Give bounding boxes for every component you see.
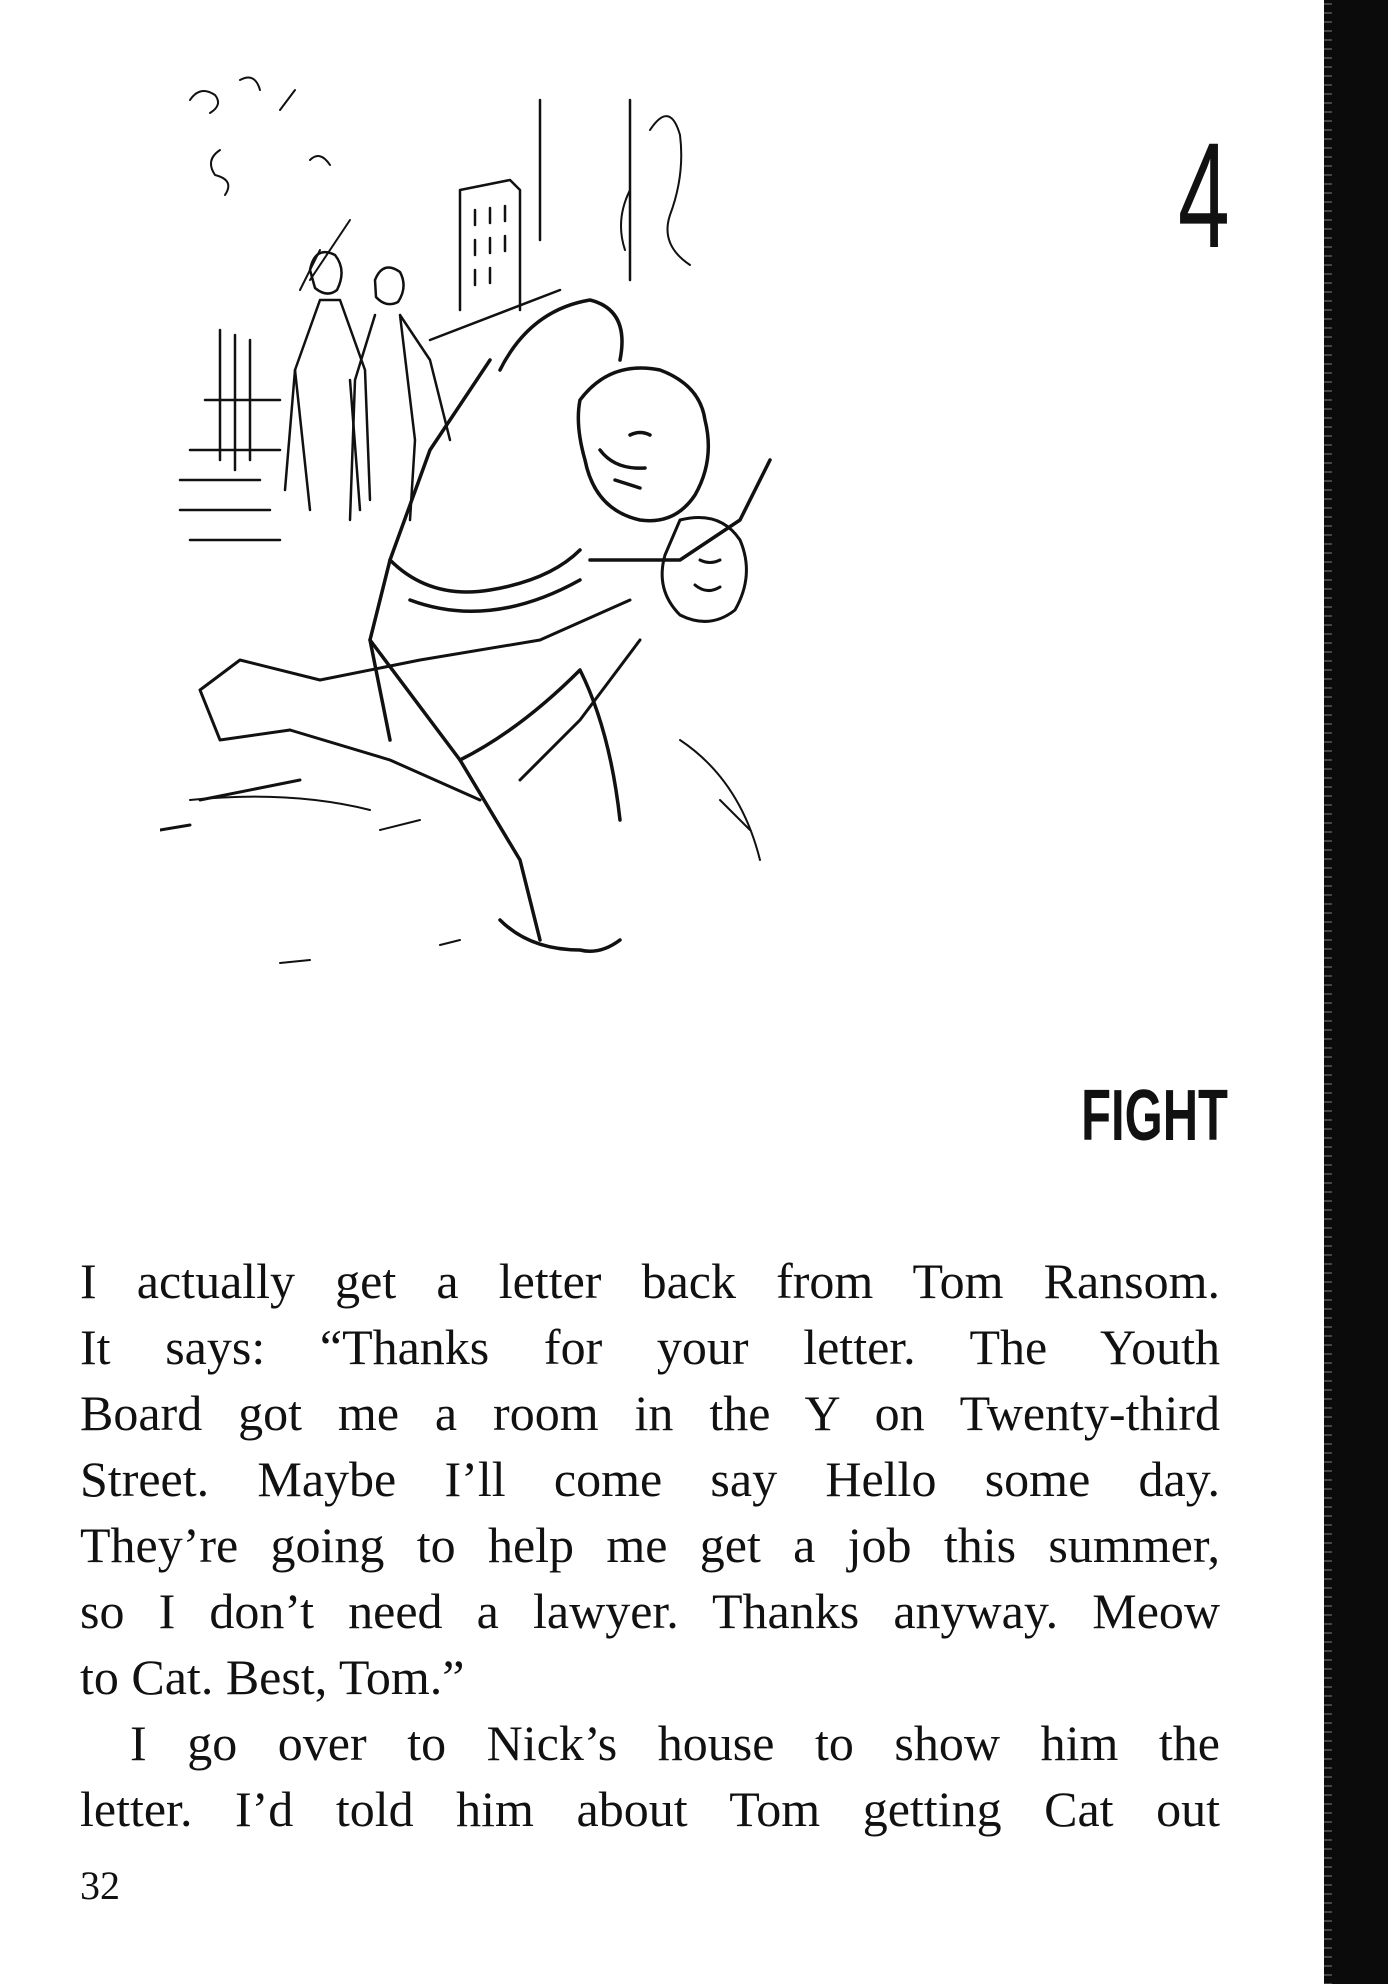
paragraph-2 bbox=[80, 1710, 1220, 1842]
page-number: 32 bbox=[80, 1863, 120, 1908]
text-line: Street. Maybe I’ll come say Hello some day. bbox=[80, 1451, 1220, 1507]
page-edge-bar bbox=[1330, 0, 1388, 1984]
text-line: I go over to Nick’s house to show him the bbox=[130, 1715, 1220, 1771]
ground-sketch bbox=[190, 740, 760, 963]
paragraph-1 bbox=[80, 1248, 1220, 1710]
railing-sketch bbox=[180, 330, 280, 540]
chapter-number: 4 bbox=[1177, 111, 1228, 279]
text-line: They’re going to help me get a job this summer, bbox=[80, 1517, 1220, 1573]
text-line: I actually get a letter back from Tom Ransom. bbox=[80, 1253, 1220, 1309]
building-sketch bbox=[460, 100, 630, 310]
body-text bbox=[80, 1248, 1220, 1842]
chapter-title: FIGHT bbox=[1081, 1076, 1228, 1156]
text-line: to Cat. Best, Tom.” bbox=[80, 1649, 465, 1705]
fighter-bottom-figure bbox=[160, 518, 746, 831]
text-line: It says: “Thanks for your letter. The Youth bbox=[80, 1319, 1220, 1375]
tree-sketch bbox=[190, 78, 690, 290]
text-line: so I don’t need a lawyer. Thanks anyway. Meow bbox=[80, 1583, 1220, 1639]
text-line: Board got me a room in the Y on Twenty-third bbox=[80, 1385, 1220, 1441]
fight-sketch-illustration bbox=[160, 40, 960, 1190]
text-line: letter. I’d told him about Tom getting Cat out bbox=[80, 1781, 1220, 1837]
